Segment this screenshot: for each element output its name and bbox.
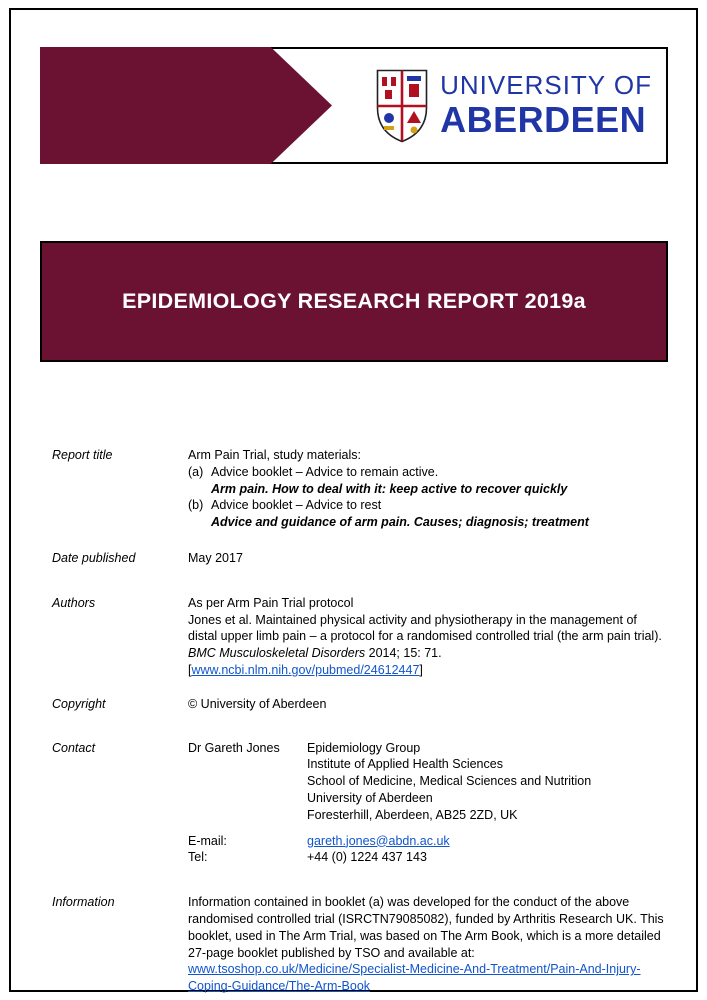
contact-address — [307, 740, 668, 824]
citation-text-2: 2014; 15: 71. [ — [188, 646, 442, 677]
report-banner — [40, 241, 668, 362]
address-line: University of Aberdeen — [307, 790, 433, 805]
authors-line1: As per Arm Pain Trial protocol — [188, 595, 354, 610]
field-value-date-published: May 2017 — [188, 550, 243, 565]
field-label-contact: Contact — [52, 740, 96, 755]
contact-block — [188, 740, 668, 824]
report-title-intro: Arm Pain Trial, study materials: — [188, 448, 361, 462]
item-a-text: Advice booklet – Advice to remain active. — [211, 464, 439, 479]
authors-citation — [188, 612, 668, 679]
report-title-item-a — [188, 464, 668, 481]
report-banner-title: EPIDEMIOLOGY RESEARCH REPORT 2019a — [122, 289, 586, 313]
field-date-published — [52, 550, 668, 567]
field-value-authors — [188, 595, 668, 679]
citation-text: Jones et al. Maintained physical activity and physiotherapy in the management of distal upper limb pain – a protocol for a randomised controlled trial (the arm pain trial). — [188, 612, 662, 644]
university-logo — [376, 49, 652, 162]
tel-label: Tel: — [188, 850, 208, 865]
contact-tel-row — [188, 849, 668, 866]
email-link[interactable]: gareth.jones@abdn.ac.uk — [307, 833, 450, 848]
metadata-section — [52, 447, 668, 995]
report-title-item-b — [188, 497, 668, 514]
email-label: E-mail: — [188, 833, 227, 848]
item-b-subtitle: Advice and guidance of arm pain. Causes; diagnosis; treatment — [211, 515, 589, 530]
field-label-copyright: Copyright — [52, 696, 106, 711]
field-report-title — [52, 447, 668, 531]
contact-name: Dr Gareth Jones — [188, 740, 280, 755]
maroon-arrow-shape — [40, 47, 332, 164]
tel-value: +44 (0) 1224 437 143 — [307, 850, 427, 865]
citation-journal: BMC Musculoskeletal Disorders — [188, 646, 366, 661]
field-label-authors: Authors — [52, 595, 96, 610]
item-a-prefix: (a) — [188, 464, 204, 479]
address-line: School of Medicine, Medical Sciences and Nutrition — [307, 774, 592, 789]
university-crest-icon — [376, 69, 428, 143]
university-name-line2: ABERDEEN — [440, 98, 647, 140]
header-banner — [40, 47, 668, 164]
university-name-line1: UNIVERSITY OF — [440, 70, 652, 101]
item-b-prefix: (b) — [188, 498, 204, 513]
field-value-information — [188, 894, 668, 995]
pubmed-link[interactable]: www.ncbi.nlm.nih.gov/pubmed/24612447 — [191, 662, 420, 677]
citation-text-3: ] — [419, 662, 423, 677]
field-value-copyright: © University of Aberdeen — [188, 696, 327, 711]
item-b-text: Advice booklet – Advice to rest — [211, 498, 382, 513]
field-authors — [52, 595, 668, 679]
tsoshop-link[interactable]: www.tsoshop.co.uk/Medicine/Specialist-Medicine-And-Treatment/Pain-And-Injury-Coping-Guidance/The-Arm-Book — [188, 962, 641, 994]
field-contact — [52, 740, 668, 867]
information-text: Information contained in booklet (a) was developed for the conduct of the above randomised controlled trial (ISRCTN79085082), funded by Arthritis Research UK. This booklet, used in The Arm Trial, was based on The Arm Book, which is a more detailed 27-page booklet published by TSO and available at: — [188, 895, 664, 960]
contact-email-row — [188, 833, 668, 850]
field-value-contact — [188, 740, 668, 867]
address-line: Foresterhill, Aberdeen, AB25 2ZD, UK — [307, 807, 518, 822]
field-copyright — [52, 696, 668, 713]
field-value-report-title — [188, 447, 668, 531]
address-line: Epidemiology Group — [307, 740, 421, 755]
field-label-report-title: Report title — [52, 448, 113, 462]
address-line: Institute of Applied Health Sciences — [307, 757, 503, 772]
field-label-information: Information — [52, 895, 115, 910]
information-link-wrap — [188, 961, 668, 995]
item-a-subtitle: Arm pain. How to deal with it: keep active to recover quickly — [211, 481, 568, 496]
field-information — [52, 894, 668, 995]
field-label-date-published: Date published — [52, 550, 136, 565]
university-wordmark — [440, 72, 652, 138]
